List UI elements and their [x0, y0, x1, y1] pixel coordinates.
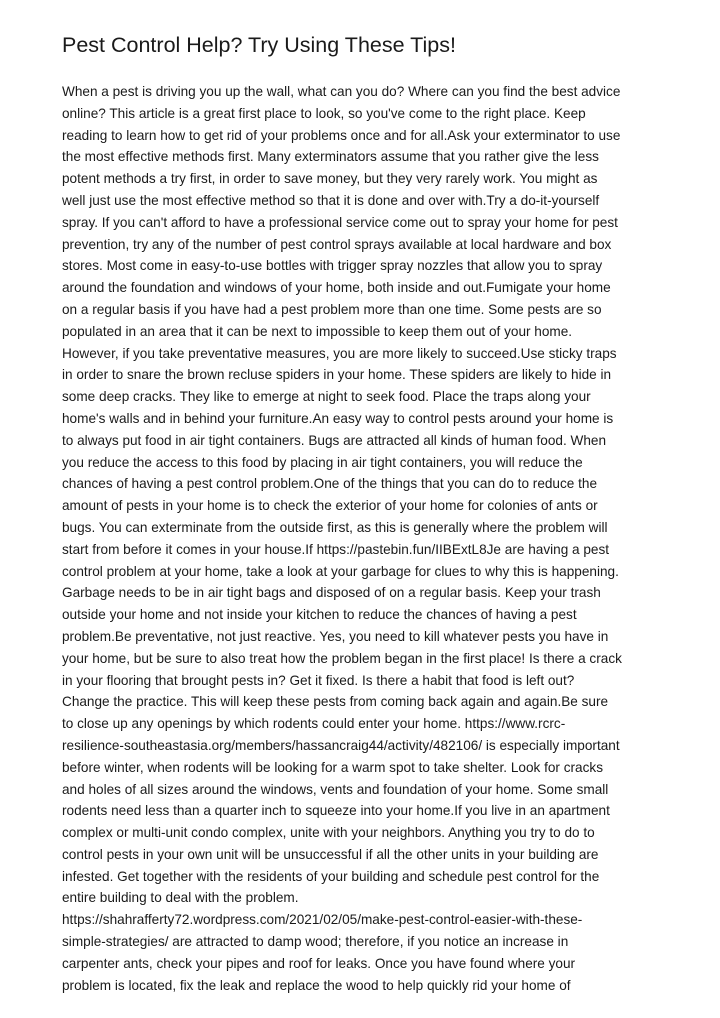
body-text-line: home's walls and in behind your furniture.An easy way to control pests around your home is [62, 410, 614, 426]
body-text-line: resilience-southeastasia.org/members/hassancraig44/activity/482106/ is especially important [62, 737, 620, 753]
body-text-line: prevention, try any of the number of pest control sprays available at local hardware and box [62, 236, 612, 252]
body-text-line: simple-strategies/ are attracted to damp wood; therefore, if you notice an increase in [62, 934, 569, 950]
body-text-line: entire building to deal with the problem. [62, 890, 299, 906]
body-text-line: outside your home and not inside your kitchen to reduce the chances of having a pest [62, 607, 577, 623]
body-text-line: control pests in your own unit will be unsuccessful if all the other units in your building are [62, 846, 599, 862]
body-text-line: complex or multi-unit condo complex, unite with your neighbors. Anything you try to do to [62, 825, 595, 841]
body-text-line: and holes of all sizes around the windows, vents and foundation of your home. Some small [62, 781, 609, 797]
body-text-line: stores. Most come in easy-to-use bottles with trigger spray nozzles that allow you to spray [62, 258, 603, 274]
body-text-line: spray. If you can't afford to have a professional service come out to spray your home for pest [62, 214, 618, 230]
body-text-line: chances of having a pest control problem.One of the things that you can do to reduce the [62, 476, 598, 492]
body-text-line: the most effective methods first. Many exterminators assume that you rather give the less [62, 149, 599, 165]
body-text-line: rodents need less than a quarter inch to squeeze into your home.If you live in an apartment [62, 803, 610, 819]
body-text-line: you reduce the access to this food by placing in air tight containers, you will reduce the [62, 454, 583, 470]
body-text-line: control problem at your home, take a look at your garbage for clues to why this is happening. [62, 563, 619, 579]
body-text-line: problem is located, fix the leak and replace the wood to help quickly rid your home of [62, 977, 571, 993]
body-text-line: some deep cracks. They like to emerge at night to seek food. Place the traps along your [62, 389, 591, 405]
body-text-line: in your flooring that brought pests in? Get it fixed. Is there a habit that food is left out? [62, 672, 575, 688]
body-text-line: start from before it comes in your house.If https://pastebin.fun/IIBExtL8Je are having a pest [62, 541, 610, 557]
body-text-line: However, if you take preventative measures, you are more likely to succeed.Use sticky traps [62, 345, 617, 361]
body-text-line: online? This article is a great first place to look, so you've come to the right place. Keep [62, 105, 586, 121]
body-text-line: your home, but be sure to also treat how the problem began in the first place! Is there a crack [62, 650, 622, 666]
body-text-line: reading to learn how to get rid of your problems once and for all.Ask your exterminator to use [62, 127, 621, 143]
body-text-line: well just use the most effective method so that it is done and over with.Try a do-it-yourself [62, 192, 600, 208]
body-text-line: in order to snare the brown recluse spiders in your home. These spiders are likely to hide in [62, 367, 612, 383]
body-text-line: before winter, when rodents will be looking for a warm spot to take shelter. Look for cracks [62, 759, 603, 775]
body-text-line: to close up any openings by which rodents could enter your home. https://www.rcrc- [62, 716, 566, 732]
article-body [62, 81, 672, 996]
body-text-line: Change the practice. This will keep these pests from coming back again and again.Be sure [62, 694, 609, 710]
body-text-line: on a regular basis if you have had a pest problem more than one time. Some pests are so [62, 301, 602, 317]
body-text-line: Garbage needs to be in air tight bags and disposed of on a regular basis. Keep your trash [62, 585, 601, 601]
body-text-line: problem.Be preventative, not just reactive. Yes, you need to kill whatever pests you have in [62, 628, 609, 644]
body-text-line: around the foundation and windows of your home, both inside and out.Fumigate your home [62, 280, 611, 296]
body-text-line: to always put food in air tight containers. Bugs are attracted all kinds of human food. When [62, 432, 607, 448]
body-text-line: infested. Get together with the residents of your building and schedule pest control for the [62, 868, 600, 884]
body-text-line: amount of pests in your home is to check the exterior of your home for colonies of ants or [62, 498, 598, 514]
body-text-line: carpenter ants, check your pipes and roof for leaks. Once you have found where your [62, 955, 576, 971]
page-title: Pest Control Help? Try Using These Tips! [62, 33, 456, 57]
body-text-line: When a pest is driving you up the wall, what can you do? Where can you find the best advice [62, 84, 621, 99]
body-text-line: https://shahrafferty72.wordpress.com/2021/02/05/make-pest-control-easier-with-these- [62, 912, 583, 928]
body-text-line: potent methods a try first, in order to save money, but they very rarely work. You might as [62, 171, 598, 187]
body-text-line: bugs. You can exterminate from the outside first, as this is generally where the problem will [62, 519, 608, 535]
body-text-line: populated in an area that it can be next to impossible to keep them out of your home. [62, 323, 573, 339]
